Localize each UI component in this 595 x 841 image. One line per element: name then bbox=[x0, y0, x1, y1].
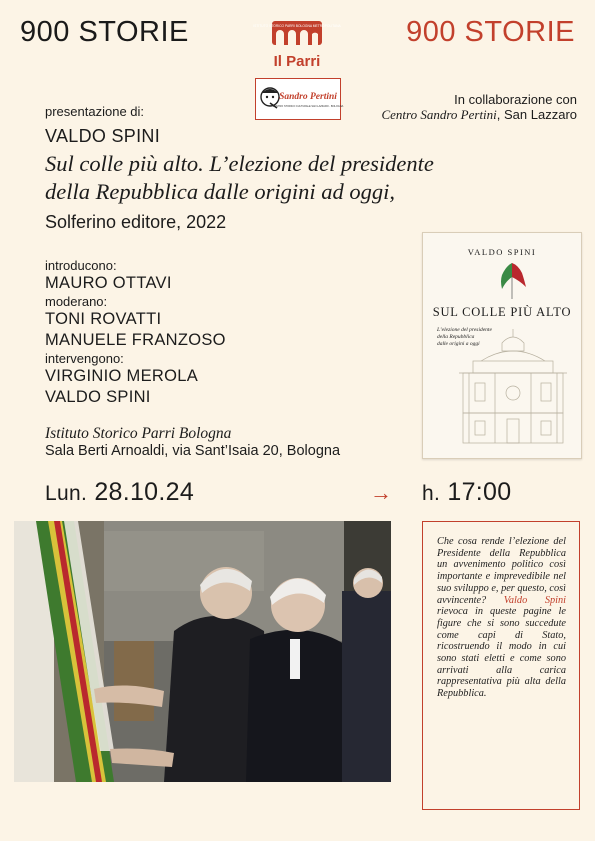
book-cover-subtitle: L’elezione del presidente della Repubblica dalle origini a oggi bbox=[437, 327, 492, 347]
blurb-text bbox=[437, 536, 566, 700]
blurb-highlight-author: Valdo Spini bbox=[503, 594, 566, 606]
book-title: Sul colle più alto. L’elezione del presidente della Repubblica dalle origini ad oggi, bbox=[45, 150, 495, 206]
event-date-value: 28.10.24 bbox=[94, 478, 195, 506]
collaboration-place: , San Lazzaro bbox=[496, 107, 577, 122]
presentation-label: presentazione di: bbox=[45, 104, 145, 119]
book-title-line1: Sul colle più alto. L’elezione del presidente bbox=[45, 151, 434, 176]
collaboration-line: In collaborazione con bbox=[454, 92, 577, 107]
book-cover bbox=[422, 232, 582, 459]
pertini-logo-name: Sandro Pertini bbox=[279, 92, 337, 102]
event-hour-prefix: h. bbox=[422, 482, 441, 505]
blurb-text-after: rievoca in queste pagine le figure che si sono succedute come capi di Stato, ricostruendo il modo in cui sono stati eletti e come sono arrivati alla carica rappresentativa più alta della Repubblica. bbox=[437, 606, 566, 700]
publisher: Solferino editore, 2022 bbox=[45, 212, 227, 232]
series-title-right: 900 STORIE bbox=[406, 16, 575, 48]
parri-logo bbox=[253, 18, 341, 72]
arrow-right-icon: → bbox=[370, 480, 392, 505]
speaker-name: TONI ROVATTI bbox=[45, 310, 162, 328]
presidents-wreath-photo bbox=[14, 521, 391, 782]
role-label-moderate: moderano: bbox=[45, 294, 108, 309]
speaker-name: VALDO SPINI bbox=[45, 388, 151, 406]
speakers-list bbox=[45, 258, 385, 408]
event-time-value: 17:00 bbox=[447, 478, 512, 506]
event-date bbox=[45, 478, 194, 507]
parri-logo-small-text: ISTITUTO STORICO PARRI BOLOGNA METROPOLITANA bbox=[253, 24, 341, 28]
author-name: VALDO SPINI bbox=[45, 126, 161, 146]
book-title-line2: della Repubblica dalle origini ad oggi bbox=[45, 179, 390, 204]
speaker-name: MAURO OTTAVI bbox=[45, 274, 172, 292]
event-photo bbox=[14, 521, 391, 782]
book-cover-author: VALDO SPINI bbox=[467, 247, 537, 257]
speaker-name: VIRGINIO MEROLA bbox=[45, 367, 199, 385]
collaboration-note bbox=[381, 92, 577, 122]
blurb-box bbox=[422, 521, 580, 810]
venue-institute: Istituto Storico Parri Bologna bbox=[45, 425, 232, 442]
series-title-left: 900 STORIE bbox=[20, 16, 189, 48]
event-day: Lun. bbox=[45, 482, 88, 505]
role-label-speak: intervengono: bbox=[45, 351, 124, 366]
pertini-logo bbox=[255, 78, 344, 120]
pertini-logo-sub: CENTRO STORICO CULTURALE SAN LAZZARO - BOLOGNA bbox=[272, 105, 344, 108]
collaboration-centre: Centro Sandro Pertini bbox=[381, 107, 497, 122]
venue-address: Sala Berti Arnoaldi, via Sant’Isaia 20, Bologna bbox=[45, 443, 341, 459]
event-time bbox=[422, 478, 511, 507]
book-cover-title: SUL COLLE PIÙ ALTO bbox=[432, 305, 572, 319]
blurb-text-before: Che cosa rende l’elezione del Presidente della Repubblica un avvenimento politico così importante e imprevedibile nel suo sviluppo e, per questo, così avvincente? bbox=[437, 536, 566, 606]
parri-logo-name: Il Parri bbox=[273, 53, 321, 70]
role-label-introduce: introducono: bbox=[45, 258, 117, 273]
speaker-name: MANUELE FRANZOSO bbox=[45, 331, 226, 349]
flag-icon bbox=[501, 263, 526, 299]
